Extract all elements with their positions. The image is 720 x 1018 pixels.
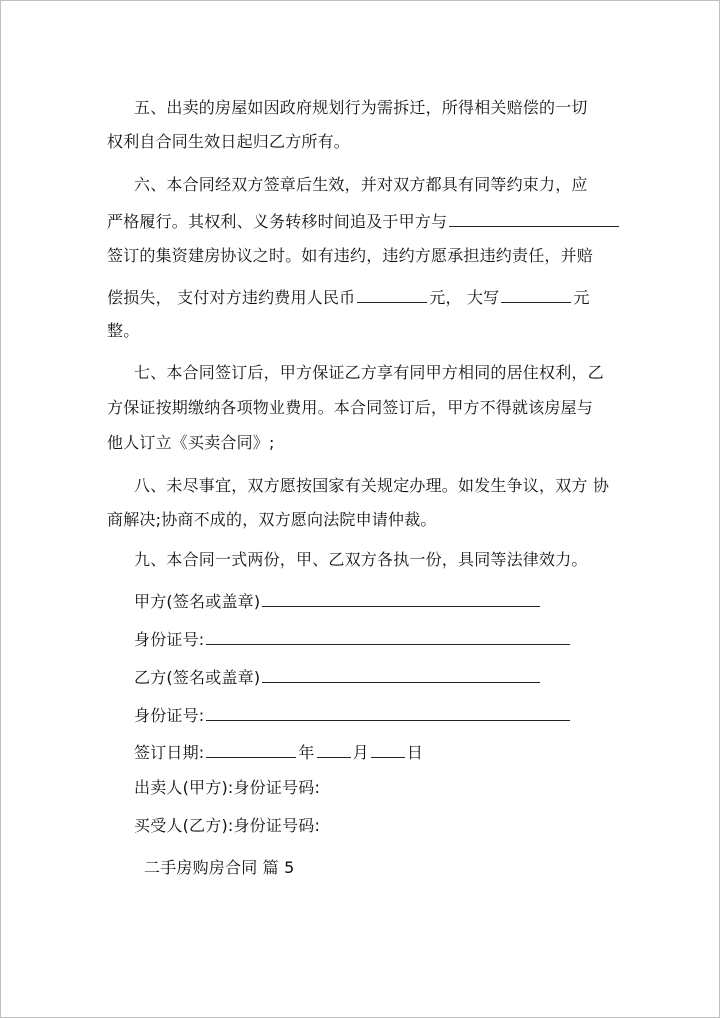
party-a-id-label: 身份证号: — [134, 630, 205, 649]
party-b-signature-row — [134, 666, 619, 688]
clause-5-line-2: 权利自合同生效日起归乙方所有。 — [107, 132, 351, 151]
clause-6-line-3: 签订的集资建房协议之时。如有违约，违约方愿承担违约责任，并赔 — [107, 246, 594, 265]
clause-7-line-1: 七、本合同签订后，甲方保证乙方享有同甲方相同的居住权利，乙 — [134, 363, 604, 382]
party-a-signature-row — [134, 590, 619, 612]
penalty-unit-2: 元 — [573, 288, 590, 307]
clause-6-line-1: 六、本合同经双方签章后生效，并对双方都具有同等约束力，应 — [134, 175, 588, 194]
sign-date-label: 签订日期: — [134, 743, 205, 762]
clause-6-line-2 — [107, 210, 619, 232]
clause-6-line-4 — [107, 286, 619, 308]
day-label: 日 — [406, 743, 424, 762]
year-blank[interactable] — [206, 741, 296, 758]
sign-date-row — [134, 741, 619, 763]
penalty-amount-blank[interactable] — [357, 286, 427, 303]
clause-7-line-3: 他人订立《买卖合同》; — [107, 433, 275, 452]
seller-id-line: 出卖人(甲方):身份证号码: — [134, 778, 321, 797]
clause-7-line-2: 方保证按期缴纳各项物业费用。本合同签订后，甲方不得就该房屋与 — [107, 398, 594, 417]
party-b-id-label: 身份证号: — [134, 706, 205, 725]
party-b-signature-blank[interactable] — [262, 666, 540, 683]
party-a-id-row — [134, 628, 619, 650]
year-label: 年 — [298, 743, 315, 762]
party-a-id-blank[interactable] — [206, 628, 570, 645]
clause-6-text: 严格履行。其权利、义务转移时间追及于甲方与 — [107, 212, 448, 231]
penalty-text: 偿损失， 支付对方违约费用人民币 — [107, 288, 356, 307]
clause-9-line-1: 九、本合同一式两份，甲、乙双方各执一份，具同等法律效力。 — [134, 550, 588, 569]
penalty-unit: 元， 大写 — [429, 288, 500, 307]
clause-5-line-1: 五、出卖的房屋如因政府规划行为需拆迁，所得相关赔偿的一切 — [134, 98, 588, 117]
penalty-capital-blank[interactable] — [501, 286, 571, 303]
buyer-id-line: 买受人(乙方):身份证号码: — [134, 816, 321, 835]
day-blank[interactable] — [371, 741, 405, 758]
party-blank[interactable] — [449, 210, 619, 227]
clause-8-line-1: 八、未尽事宜，双方愿按国家有关规定办理。如发生争议，双方 协 — [134, 476, 610, 495]
party-a-label: 甲方(签名或盖章) — [134, 592, 261, 611]
month-blank[interactable] — [317, 741, 351, 758]
party-b-id-blank[interactable] — [206, 704, 570, 721]
month-label: 月 — [352, 743, 369, 762]
party-a-signature-blank[interactable] — [262, 590, 540, 607]
party-b-id-row — [134, 704, 619, 726]
party-b-label: 乙方(签名或盖章) — [134, 668, 261, 687]
next-section-title: 二手房购房合同 篇 5 — [144, 858, 295, 877]
clause-8-line-2: 商解决;协商不成的，双方愿向法院申请仲裁。 — [107, 510, 437, 529]
clause-6-line-5: 整。 — [107, 321, 140, 340]
